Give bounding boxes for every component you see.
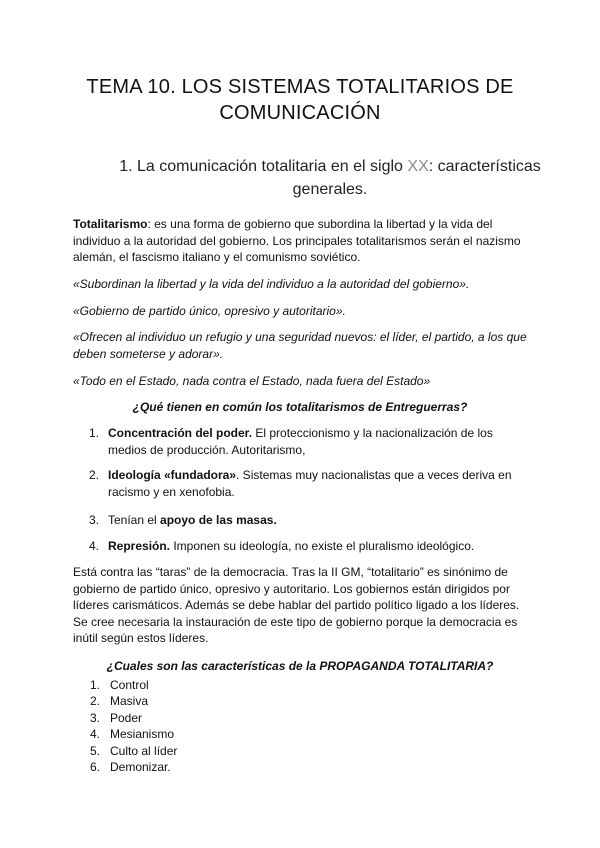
quote-1: «Subordinan la libertad y la vida del individuo a la autoridad del gobierno». xyxy=(73,277,470,291)
common-features-list xyxy=(73,425,513,458)
list-label: Demonizar. xyxy=(110,759,171,774)
common-features-list-2 xyxy=(73,467,513,500)
list-label: Control xyxy=(110,678,149,692)
subtitle-century: XX xyxy=(407,158,429,175)
list-item xyxy=(73,726,373,742)
list-number: 1. xyxy=(89,426,100,440)
item-text: . Sistemas muy nacionalistas que a veces deriva en racismo y en xenofobia. xyxy=(108,468,512,499)
subtitle-text-pre: 1. La comunicación totalitaria en el siglo xyxy=(119,158,408,175)
quote-3: «Ofrecen al individuo un refugio y una seguridad nuevos: el líder, el partido, a los que deben someterse y adorar». xyxy=(73,330,527,361)
list-item xyxy=(73,677,373,693)
list-number: 6. xyxy=(90,759,101,774)
list-label: Poder xyxy=(110,710,143,725)
list-item xyxy=(73,710,373,726)
list-item xyxy=(73,759,373,775)
item-bold: Ideología «fundadora» xyxy=(108,468,237,482)
democracy-paragraph: Está contra las “taras” de la democracia. Tras la II GM, “totalitario” es sinónimo de gobierno de partido único, opresivo y autoritario. Los gobiernos están dirigidos por líderes carismáticos. Además se debe hablar del partido político ligado a los líderes. Se cree necesaria la instauración de este tipo de gobierno porque la democracia es inútil según estos líderes. xyxy=(73,565,520,645)
list-item xyxy=(73,693,373,709)
item-bold: Concentración del poder. xyxy=(108,426,253,440)
list-number: 1. xyxy=(90,678,101,692)
list-number: 4. xyxy=(90,727,101,742)
title-line-1: TEMA 10. LOS SISTEMAS TOTALITARIOS DE xyxy=(86,76,514,98)
list-number: 2. xyxy=(89,468,100,482)
propaganda-list xyxy=(73,677,373,775)
definition-paragraph xyxy=(73,216,529,266)
item-text: El proteccionismo y la nacionalización de los medios de producción. Autoritarismo, xyxy=(108,426,493,457)
item-text: Imponen su ideología, no existe el pluralismo ideológico. xyxy=(170,539,475,553)
definition-text: : es una forma de gobierno que subordina la libertad y la vida del individuo a la autoridad del gobierno. Los principales totalitarismos serán el nazismo alemán, el fascismo italiano y el comunismo soviético. xyxy=(73,217,521,264)
list-number: 3. xyxy=(90,710,101,725)
question-propaganda-heading: ¿Cuales son las características de la PROPAGANDA TOTALITARIA? xyxy=(106,659,494,673)
definition-term: Totalitarismo xyxy=(73,217,148,231)
list-label: Masiva xyxy=(110,694,149,709)
common-features-list-4 xyxy=(73,538,513,555)
list-item xyxy=(73,512,513,529)
list-number: 2. xyxy=(90,694,101,709)
document-title xyxy=(60,74,540,126)
question-common-heading: ¿Qué tienen en común los totalitarismos de Entreguerras? xyxy=(132,400,468,414)
list-label: Mesianismo xyxy=(110,727,175,742)
list-item xyxy=(73,538,513,555)
quote-4: «Todo en el Estado, nada contra el Estado, nada fuera del Estado» xyxy=(73,374,431,388)
list-item xyxy=(73,467,513,500)
item-pre: Tenían el xyxy=(108,513,161,527)
list-number: 4. xyxy=(89,539,100,553)
list-number: 5. xyxy=(90,743,101,758)
list-item xyxy=(73,743,373,759)
list-number: 3. xyxy=(89,513,100,527)
section-subtitle xyxy=(110,155,550,201)
list-label: Culto al líder xyxy=(110,743,178,758)
item-bold: Represión. xyxy=(108,539,171,553)
item-bold: apoyo de las masas. xyxy=(160,513,277,527)
list-item xyxy=(73,425,513,458)
common-features-list-3 xyxy=(73,512,513,529)
subtitle-text-post: : características generales. xyxy=(292,158,541,198)
title-line-2: COMUNICACIÓN xyxy=(219,102,381,124)
quote-2: «Gobierno de partido único, opresivo y autoritario». xyxy=(73,304,346,318)
